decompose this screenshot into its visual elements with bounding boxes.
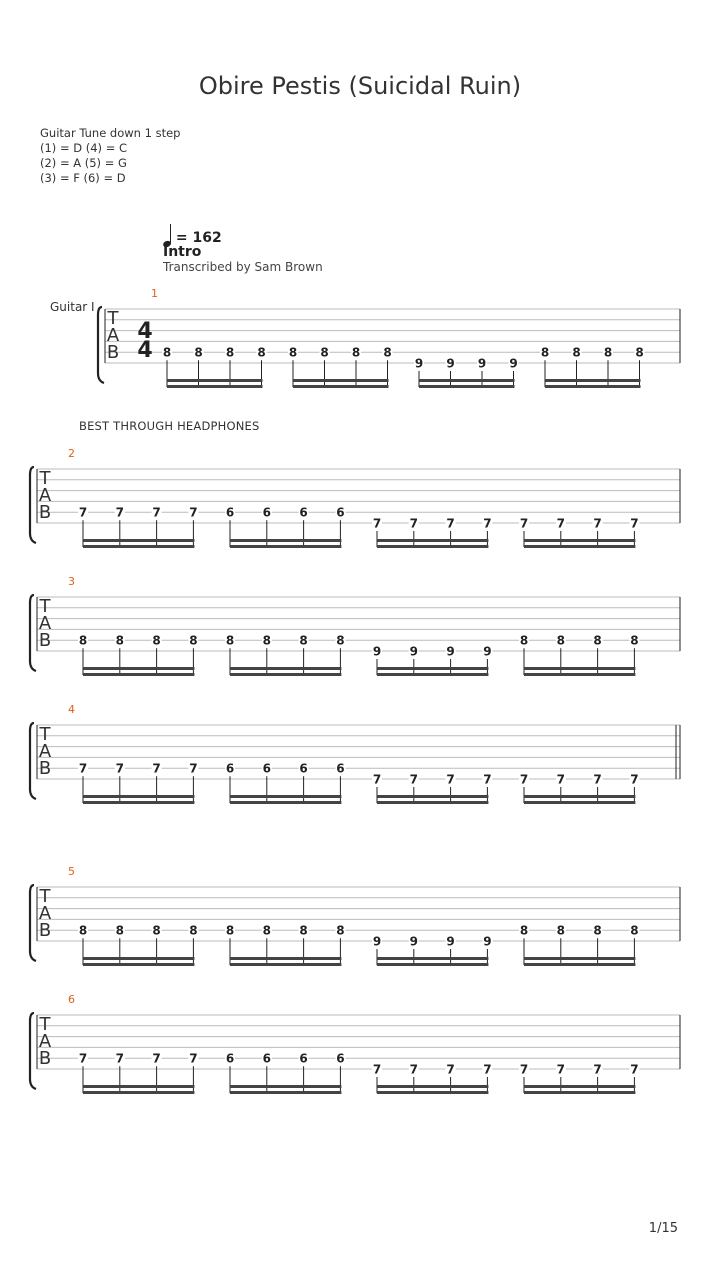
note-beam: [524, 1091, 635, 1094]
tab-clef-letter: T: [39, 596, 51, 617]
fret-number: 8: [299, 633, 308, 648]
fret-number: 7: [189, 761, 198, 776]
fret-number: 8: [225, 633, 235, 648]
note-beam: [524, 957, 635, 960]
note-beam: [293, 385, 389, 388]
fret-number: 8: [189, 923, 198, 938]
fret-number: 7: [372, 1062, 382, 1077]
fret-number: 8: [630, 633, 639, 648]
fret-number: 6: [299, 505, 308, 520]
tab-clef-letter: T: [107, 308, 119, 329]
measure-number: 4: [68, 703, 75, 716]
fret-number: 6: [262, 1051, 271, 1066]
tab-clef-letter: A: [38, 613, 52, 634]
fret-number: 6: [262, 505, 271, 520]
tuning-heading: Guitar Tune down 1 step: [40, 126, 181, 140]
system-bracket: [30, 723, 36, 799]
tab-clef-letter: A: [38, 485, 52, 506]
tab-clef-letter: B: [38, 920, 52, 941]
note-beam: [230, 673, 341, 676]
fret-number: 9: [372, 644, 382, 659]
fret-number: 6: [336, 1051, 345, 1066]
fret-number: 7: [483, 1062, 492, 1077]
fret-number: 7: [593, 516, 602, 531]
note-beam: [545, 385, 641, 388]
fret-number: 7: [115, 505, 124, 520]
fret-number: 8: [288, 345, 298, 360]
fret-number: 7: [483, 772, 492, 787]
measure-number: 1: [151, 287, 158, 300]
note-beam: [230, 957, 341, 960]
fret-number: 8: [115, 923, 124, 938]
fret-number: 9: [446, 356, 455, 371]
note-beam: [377, 795, 488, 798]
fret-number: 8: [351, 345, 361, 360]
fret-number: 8: [78, 923, 88, 938]
fret-number: 8: [78, 633, 88, 648]
fret-number: 9: [446, 644, 455, 659]
fret-number: 7: [630, 772, 639, 787]
fret-number: 7: [189, 1051, 198, 1066]
fret-number: 8: [225, 345, 235, 360]
tab-clef-letter: B: [38, 502, 52, 523]
fret-number: 6: [336, 505, 345, 520]
note-beam: [377, 1091, 488, 1094]
fret-number: 8: [593, 633, 602, 648]
note-beam: [524, 673, 635, 676]
tuning-line: (2) = A (5) = G: [40, 156, 127, 170]
fret-number: 7: [372, 516, 382, 531]
note-beam: [83, 795, 194, 798]
tempo-value: = 162: [175, 230, 222, 246]
note-beam: [377, 667, 488, 670]
fret-number: 7: [78, 1051, 88, 1066]
fret-number: 8: [262, 923, 271, 938]
fret-number: 8: [540, 345, 550, 360]
note-beam: [524, 545, 635, 548]
note-beam: [524, 963, 635, 966]
fret-number: 6: [336, 761, 345, 776]
note-beam: [83, 673, 194, 676]
measure-number: 2: [68, 447, 75, 460]
fret-number: 7: [152, 761, 161, 776]
note-beam: [167, 379, 263, 382]
fret-number: 7: [115, 761, 124, 776]
fret-number: 6: [262, 761, 271, 776]
system-bracket: [30, 885, 36, 961]
note-beam: [83, 957, 194, 960]
system-bracket: [30, 467, 36, 543]
fret-number: 9: [477, 356, 487, 371]
note-beam: [83, 545, 194, 548]
tab-clef-letter: A: [38, 741, 52, 762]
note-beam: [524, 795, 635, 798]
measure-number: 6: [68, 993, 75, 1006]
fret-number: 7: [372, 772, 382, 787]
fret-number: 7: [519, 516, 529, 531]
tab-clef-letter: A: [106, 325, 120, 346]
fret-number: 8: [336, 633, 345, 648]
note-beam: [377, 539, 488, 542]
fret-number: 7: [409, 1062, 418, 1077]
note-beam: [83, 1091, 194, 1094]
note-beam: [545, 379, 641, 382]
fret-number: 7: [593, 772, 602, 787]
note-beam: [83, 667, 194, 670]
tab-clef-letter: T: [39, 468, 51, 489]
measure-number: 3: [68, 575, 75, 588]
time-signature-top: 4: [137, 319, 153, 344]
note-beam: [524, 801, 635, 804]
tab-clef-letter: B: [38, 758, 52, 779]
tab-clef-letter: B: [38, 630, 52, 651]
note-beam: [83, 539, 194, 542]
fret-number: 7: [409, 772, 418, 787]
tab-clef-letter: B: [38, 1048, 52, 1069]
note-beam: [419, 379, 515, 382]
fret-number: 8: [383, 345, 392, 360]
note-beam: [230, 801, 341, 804]
fret-number: 9: [372, 934, 382, 949]
song-title: Obire Pestis (Suicidal Ruin): [198, 72, 522, 100]
fret-number: 8: [257, 345, 266, 360]
note-beam: [377, 957, 488, 960]
note-beam: [230, 1085, 341, 1088]
fret-number: 8: [152, 633, 161, 648]
fret-number: 7: [78, 761, 88, 776]
fret-number: 7: [630, 516, 639, 531]
fret-number: 9: [483, 934, 492, 949]
note-beam: [230, 963, 341, 966]
fret-number: 8: [519, 633, 529, 648]
fret-number: 8: [593, 923, 602, 938]
fret-number: 6: [225, 761, 235, 776]
note-beam: [83, 963, 194, 966]
note-beam: [377, 545, 488, 548]
note-beam: [377, 1085, 488, 1088]
note-beam: [419, 385, 515, 388]
fret-number: 8: [635, 345, 644, 360]
tab-clef-letter: B: [106, 342, 120, 363]
fret-number: 9: [409, 934, 418, 949]
tuning-line: (3) = F (6) = D: [40, 171, 126, 185]
fret-number: 8: [299, 923, 308, 938]
note-beam: [230, 545, 341, 548]
fret-number: 8: [572, 345, 581, 360]
fret-number: 6: [299, 761, 308, 776]
tab-clef-letter: A: [38, 1031, 52, 1052]
system-bracket: [30, 1013, 36, 1089]
note-beam: [524, 539, 635, 542]
note-beam: [230, 795, 341, 798]
fret-number: 7: [519, 1062, 529, 1077]
fret-number: 6: [225, 505, 235, 520]
fret-number: 8: [336, 923, 345, 938]
page-number: 1/15: [648, 1221, 678, 1236]
fret-number: 7: [556, 772, 565, 787]
tab-clef-letter: T: [39, 886, 51, 907]
fret-number: 9: [509, 356, 518, 371]
fret-number: 7: [409, 516, 418, 531]
note-beam: [230, 539, 341, 542]
fret-number: 6: [225, 1051, 235, 1066]
fret-number: 7: [446, 516, 455, 531]
note-beam: [167, 385, 263, 388]
instrument-label: Guitar I: [50, 300, 95, 314]
fret-number: 9: [483, 644, 492, 659]
fret-number: 6: [299, 1051, 308, 1066]
section-label: Intro: [163, 244, 202, 260]
note-beam: [293, 379, 389, 382]
fret-number: 7: [556, 516, 565, 531]
tab-clef-letter: T: [39, 1014, 51, 1035]
fret-number: 8: [262, 633, 271, 648]
tuning-line: (1) = D (4) = C: [40, 141, 128, 155]
fret-number: 8: [556, 923, 565, 938]
fret-number: 9: [414, 356, 424, 371]
fret-number: 7: [593, 1062, 602, 1077]
fret-number: 7: [446, 772, 455, 787]
system-bracket: [30, 595, 36, 671]
tab-clef-letter: A: [38, 903, 52, 924]
fret-number: 7: [519, 772, 529, 787]
fret-number: 8: [189, 633, 198, 648]
note-beam: [377, 673, 488, 676]
annotation-text: BEST THROUGH HEADPHONES: [79, 419, 260, 433]
fret-number: 7: [483, 516, 492, 531]
measure-number: 5: [68, 865, 75, 878]
transcriber-credit: Transcribed by Sam Brown: [163, 260, 323, 274]
note-beam: [230, 667, 341, 670]
fret-number: 8: [630, 923, 639, 938]
note-beam: [83, 1085, 194, 1088]
note-beam: [377, 801, 488, 804]
fret-number: 9: [409, 644, 418, 659]
fret-number: 8: [162, 345, 172, 360]
tab-clef-letter: T: [39, 724, 51, 745]
fret-number: 7: [152, 1051, 161, 1066]
fret-number: 7: [189, 505, 198, 520]
fret-number: 7: [630, 1062, 639, 1077]
fret-number: 7: [446, 1062, 455, 1077]
fret-number: 8: [115, 633, 124, 648]
note-beam: [377, 963, 488, 966]
note-beam: [524, 667, 635, 670]
fret-number: 8: [320, 345, 329, 360]
fret-number: 7: [152, 505, 161, 520]
fret-number: 7: [556, 1062, 565, 1077]
fret-number: 7: [78, 505, 88, 520]
note-beam: [524, 1085, 635, 1088]
fret-number: 8: [519, 923, 529, 938]
fret-number: 9: [446, 934, 455, 949]
note-beam: [83, 801, 194, 804]
fret-number: 7: [115, 1051, 124, 1066]
fret-number: 8: [556, 633, 565, 648]
system-bracket: [98, 307, 104, 383]
fret-number: 8: [603, 345, 613, 360]
note-beam: [230, 1091, 341, 1094]
fret-number: 8: [152, 923, 161, 938]
time-signature-bottom: 4: [137, 338, 153, 363]
fret-number: 8: [225, 923, 235, 938]
fret-number: 8: [194, 345, 203, 360]
